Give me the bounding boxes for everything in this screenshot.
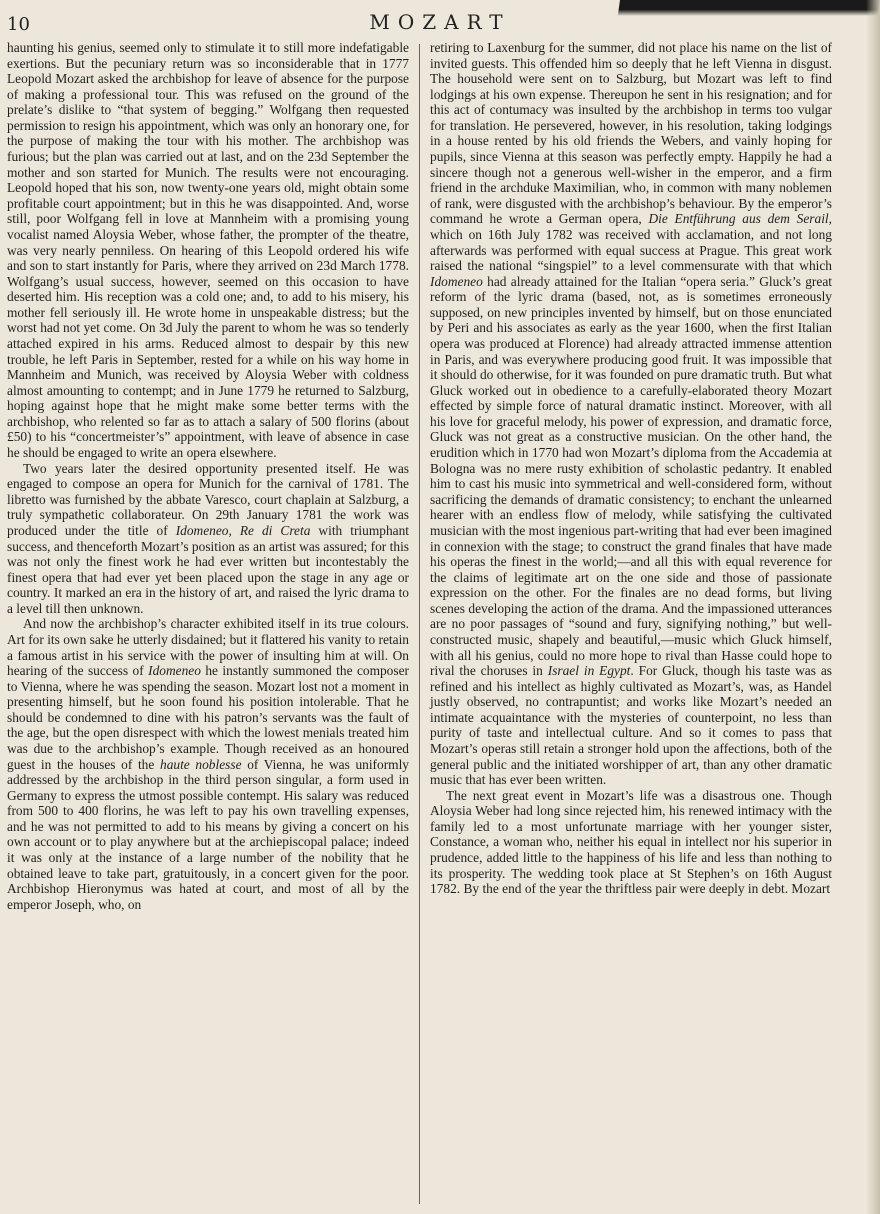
paragraph [7, 461, 409, 617]
italic-title: Die Entführung aus dem Serail [648, 211, 829, 227]
page-header [0, 8, 880, 38]
text-run: And now the archbishop’s character exhibited itself in its true colours. Art for its own sake he utterly disdained; but it flattered his vanity to retain a famous artist in his service with the power of insulting him at will. On hearing of the success of [7, 616, 409, 679]
paragraph [430, 788, 832, 897]
italic-title: Idomeneo, Re di Creta [175, 522, 311, 538]
page-number: 10 [7, 14, 30, 35]
text-run: haunting his genius, seemed only to stimulate it to still more indefatigable exertions. But the pecuniary return was so inconsiderable that in 1777 Leopold Mozart asked the archbishop for leave of absence for the purpose of making a professional tour. This was refused on the ground of the prelate’s dislike to “that system of begging.” Wolfgang then requested permission to resign his appointment, which was only an honorary one, for the purpose of making the tour with his mother. The archbishop was furious; but the plan was carried out at last, and on the 23d September the mother and son started for Munich. The results were not encouraging. Leopold hoped that his son, now twenty-one years old, might obtain some profitable court appointment; but in this he was disappointed. And, worse still, poor Wolfgang fell in love at Mannheim with a promising young vocalist named Aloysia Weber, whose father, the prompter of the theatre, was very nearly penniless. On hearing of this Leopold ordered his wife and son to start instantly for Paris, where they arrived on 23d March 1778. Wolfgang’s usual success, however, seemed on this occasion to have deserted him. His reception was a cold one; and, to add to his misery, his mother fell seriously ill. He wrote home in unspeakable distress; but the worst had not yet come. On 3d July the parent to whom he was so tenderly attached expired in his arms. Reduced almost to despair by this new trouble, he left Paris in September, rested for a while on his way home in Mannheim and Munich, was received by Aloysia Weber with coldness almost amounting to contempt; and in June 1779 he returned to Salzburg, hoping against hope that he might make some better terms with the archbishop, who relented so far as to attach a salary of 500 florins (about £50) to his “concertmeister’s” appointment, with leave of absence in case he should be engaged to write an opera elsewhere. [7, 40, 409, 461]
column-divider [419, 44, 420, 1204]
right-text-column [430, 40, 832, 897]
text-run: of Vienna, he was uniformly addressed by the archbishop in the third person singular, a form used in Germany to express the utmost possible contempt. His salary was reduced from 500 to 400 florins, he was left to pay his own travelling expenses, and he was not permitted to add to his means by giving a concert on his own account or to play anywhere but at the archiepiscopal palace; indeed it was only at the instance of a large number of the nobility that he obtained leave to take part, gratuitously, in a concert given for the poor. Archbishop Hieronymus was hated at court, and most of all by the emperor Joseph, who, on [7, 756, 409, 912]
left-text-column [7, 40, 409, 912]
text-run: had already attained for the Italian “opera seria.” Gluck’s great reform of the lyric drama (based, not, as is sometimes erroneously supposed, on new principles invented by himself, but on those enunciated by Peri and his associates as early as the year 1600, when the first Italian opera was produced at Florence) had already attracted immense attention in Paris, and was everywhere producing good fruit. It was impossible that it should do otherwise, for it was founded on pure dramatic truth. But what Gluck worked out in obedience to a carefully-elaborated theory Mozart effected by simple force of natural dramatic instinct. Moreover, with all his love for graceful melody, his power of expression, and dramatic force, Gluck was not great as a constructive musician. On the other hand, the erudition which in 1770 had won Mozart’s diploma from the Accademia at Bologna was no mere rusty exhibition of scholastic pedantry. It enabled him to cast his music into symmetrical and well-considered form, without sacrificing the demands of dramatic consistency; to enchant the unlearned hearer with an endless flow of melody, while satisfying the cultivated musician with the most ingenious part-writing that had ever been imagined in connexion with the stage; to construct the grand finales that have made his operas the finest in the world;—and all this with equal reverence for the claims of legitimate art on the one side and those of passionate expression on the other. For the finales are no dead forms, but living scenes developing the action of the drama. And the impassioned utterances are no poor passages of “sound and fury, signifying nothing,” but well-constructed music, shapely and beautiful,—music which Gluck himself, with all his genius, could no more hope to rival than Hasse could hope to rival the choruses in [430, 273, 832, 679]
paragraph [7, 40, 409, 461]
page-edge-shading [866, 0, 880, 1214]
running-head: MOZART [369, 10, 511, 34]
paragraph [430, 40, 832, 788]
text-run: with triumphant success, and thenceforth Mozart’s position as an artist was assured; for this was not only the finest work he had ever written but incontestably the finest opera that had ever yet been placed upon the stage in any age or country. It marked an era in the history of art, and raised the lyric drama to a level till then unknown. [7, 522, 410, 616]
italic-title: Idomeneo [430, 273, 483, 289]
text-run: The next great event in Mozart’s life was a disastrous one. Though Aloysia Weber had long since rejected him, his renewed intimacy with the family led to a most unfortunate marriage with her younger sister, Constance, a woman who, neither his equal in intellect nor his superior in prudence, added little to the happiness of his life and less than nothing to its prosperity. The wedding took place at St Stephen’s on 16th August 1782. By the end of the year the thriftless pair were deeply in debt. Mozart [430, 787, 832, 897]
text-run: , which on 16th July 1782 was received with acclamation, and not long afterwards was performed with equal success at Prague. This great work raised the national “singspiel” to a level commensurate with that which [430, 211, 832, 274]
italic-title: haute noblesse [160, 756, 242, 772]
text-run: he instantly summoned the composer to Vienna, where he was spending the season. Mozart lost not a moment in presenting himself, but he soon found his position intolerable. That he should be condemned to dine with his patron’s servants was the fault of the age, but the open disrespect with which the lowest menials treated him was due to the archbishop’s example. Though received as an honoured guest in the houses of the [7, 663, 409, 772]
text-run: . For Gluck, though his taste was as refined and his intellect as highly cultivated as Mozart’s, was, as Handel justly observed, no contrapuntist; and works like Mozart’s needed an intimate acquaintance with the mysteries of counterpoint, no less than purity of taste and intellectual culture. And so it comes to pass that Mozart’s operas still retain a stronger hold upon the affections, both of the general public and the initiated worshipper of art, than any other dramatic music that has ever been written. [430, 663, 832, 788]
italic-title: Israel in Egypt [547, 663, 631, 679]
text-run: retiring to Laxenburg for the summer, did not place his name on the list of invited guests. This offended him so deeply that he left Vienna in disgust. The household were sent on to Salzburg, but Mozart was left to find lodgings at his own expense. Thereupon he sent in his resignation; and for this act of contumacy was insulted by the archbishop in terms too vulgar for translation. He persevered, however, in his resolution, taking lodgings in a house rented by his old friends the Webers, and vainly hoping for pupils, since Vienna at this season was perfectly empty. Happily he had a sincere though not a generous well-wisher in the emperor, and a firm friend in the archduke Maximilian, who, in common with many noblemen of rank, were disgusted with the archbishop’s behaviour. By the emperor’s command he wrote a German opera, [430, 40, 832, 227]
text-run: Two years later the desired opportunity presented itself. He was engaged to compose an opera for Munich for the carnival of 1781. The libretto was furnished by the abbate Varesco, court chaplain at Salzburg, a truly sympathetic collaborateur. On 29th January 1781 the work was produced under the title of [7, 460, 409, 538]
italic-title: Idomeneo [148, 663, 201, 679]
paragraph [7, 616, 409, 912]
